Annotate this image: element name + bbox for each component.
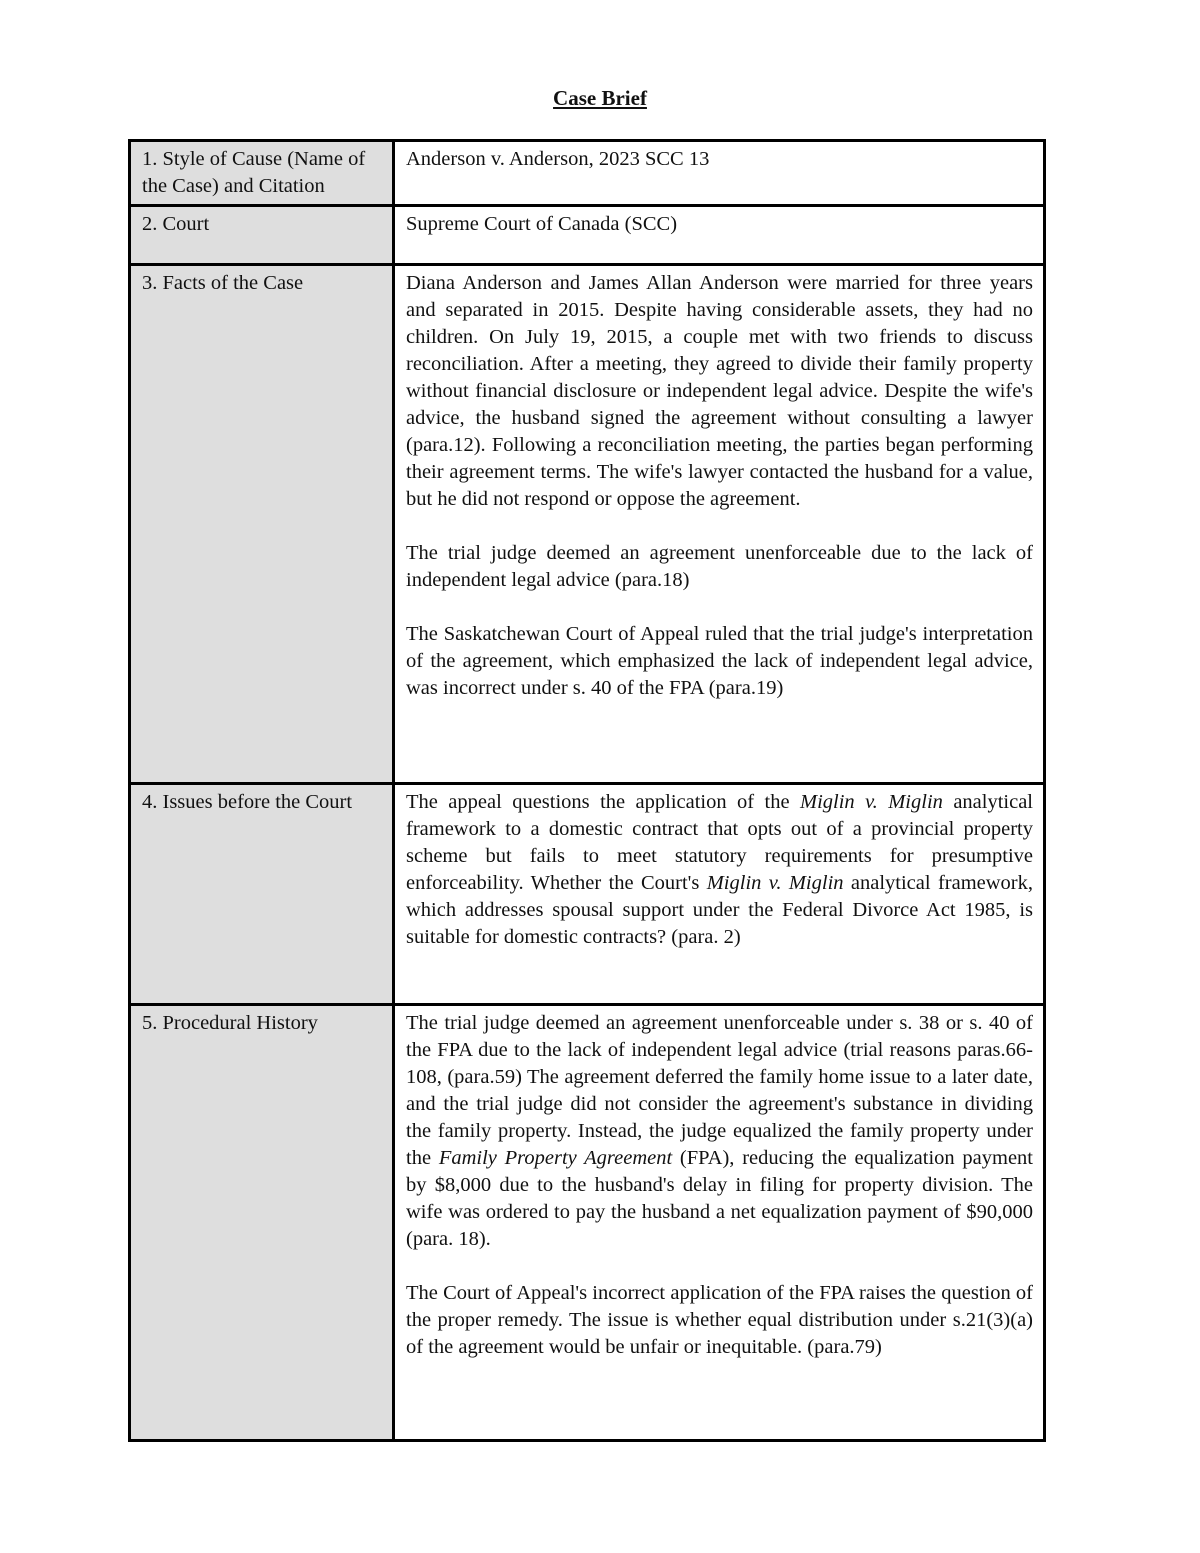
- row-label: 1. Style of Cause (Name of the Case) and Citation: [142, 148, 366, 197]
- text-segment: Supreme Court of Canada (SCC): [406, 213, 678, 235]
- content-paragraph: [406, 1280, 1033, 1361]
- row-label-cell: [130, 1005, 394, 1441]
- text-segment: (FPA), reducing the equalization payment by $8,000 due to the husband's delay in filing for property division. The wife was ordered to pay the husband a net equalization payment of $90,000 (para. 18).: [406, 1147, 1033, 1250]
- row-content-cell: [394, 1005, 1045, 1441]
- brief-row: [130, 141, 1045, 206]
- brief-row: [130, 1005, 1045, 1441]
- brief-row: [130, 206, 1045, 265]
- row-content-cell: [394, 784, 1045, 1005]
- row-content-cell: [394, 265, 1045, 784]
- brief-row: [130, 784, 1045, 1005]
- brief-row: [130, 265, 1045, 784]
- content-paragraph: [406, 540, 1033, 594]
- text-segment: The trial judge deemed an agreement unenforceable under s. 38 or s. 40 of the FPA due to the lack of independent legal advice (trial reasons paras.66-108, (para.59) The agreement deferred the family home issue to a later date, and the trial judge did not consider the agreement's substance in dividing the family property. Instead, the judge equalized the family property under the: [406, 1012, 1033, 1169]
- text-segment: The Saskatchewan Court of Appeal ruled that the trial judge's interpretation of the agreement, which emphasized the lack of independent legal advice, was incorrect under s. 40 of the FPA (para.19): [406, 623, 1033, 699]
- text-segment: analytical framework to a domestic contract that opts out of a provincial property scheme but fails to meet statutory requirements for presumptive enforceability. Whether the Court's: [406, 791, 1033, 894]
- content-paragraph: [406, 146, 1033, 173]
- row-label: 4. Issues before the Court: [142, 791, 353, 813]
- text-segment: The Court of Appeal's incorrect application of the FPA raises the question of the proper remedy. The issue is whether equal distribution under s.21(3)(a) of the agreement would be unfair or inequitable. (para.79): [406, 1282, 1033, 1358]
- case-brief-table: [128, 139, 1046, 1442]
- content-paragraph: [406, 621, 1033, 702]
- row-label: 5. Procedural History: [142, 1012, 318, 1034]
- italic-case-reference: Miglin v. Miglin: [800, 791, 943, 813]
- row-content-cell: [394, 141, 1045, 206]
- row-label-cell: [130, 141, 394, 206]
- italic-case-reference: Miglin v. Miglin: [706, 872, 844, 894]
- content-paragraph: [406, 789, 1033, 951]
- document-title: Case Brief: [553, 86, 647, 110]
- row-label-cell: [130, 784, 394, 1005]
- italic-case-reference: Family Property Agreement: [438, 1147, 673, 1169]
- text-segment: The appeal questions the application of the: [406, 791, 801, 813]
- text-segment: The trial judge deemed an agreement unenforceable due to the lack of independent legal advice (para.18): [406, 542, 1033, 591]
- row-content-cell: [394, 206, 1045, 265]
- text-segment: Diana Anderson and James Allan Anderson were married for three years and separated in 2015. Despite having considerable assets, they had no children. On July 19, 2015, a couple met with two friends to discuss reconciliation. After a meeting, they agreed to divide their family property without financial disclosure or independent legal advice. Despite the wife's advice, the husband signed the agreement without consulting a lawyer (para.12). Following a reconciliation meeting, the parties began performing their agreement terms. The wife's lawyer contacted the husband for a value, but he did not respond or oppose the agreement.: [406, 272, 1033, 510]
- content-paragraph: [406, 1010, 1033, 1253]
- row-label: 3. Facts of the Case: [142, 272, 304, 294]
- text-segment: analytical framework, which addresses spousal support under the Federal Divorce Act 1985, is suitable for domestic contracts? (para. 2): [406, 872, 1033, 948]
- content-paragraph: [406, 211, 1033, 238]
- row-label: 2. Court: [142, 213, 210, 235]
- row-label-cell: [130, 206, 394, 265]
- content-paragraph: [406, 270, 1033, 513]
- text-segment: Anderson v. Anderson, 2023 SCC 13: [406, 148, 710, 170]
- case-brief-body: [130, 141, 1045, 1441]
- row-label-cell: [130, 265, 394, 784]
